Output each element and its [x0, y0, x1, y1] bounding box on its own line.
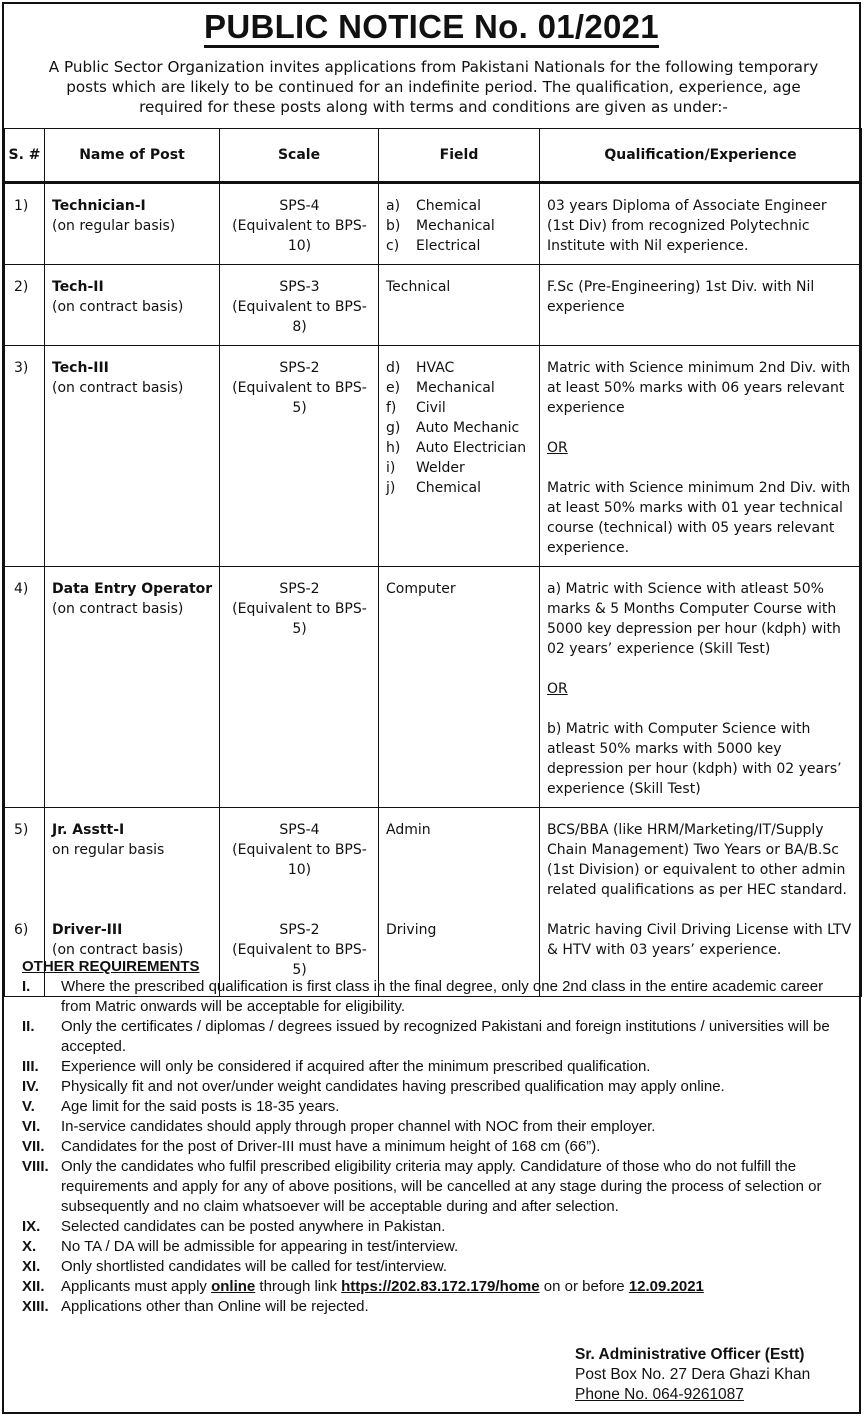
text-segment: on or before [539, 1278, 629, 1295]
field-item [386, 196, 533, 216]
requirement-text: Only the candidates who fulfil prescribed eligibility criteria may apply. Candidature of those who do not fulfill the requirements and apply for any of above positions, will be cancelled at any stage during the process of selection or subsequently and no claim whatsoever will be acceptable during and after selection. [61, 1158, 822, 1215]
header-qualification: Qualification/Experience [540, 129, 862, 183]
field-name: Chemical [416, 198, 481, 214]
requirement-text: No TA / DA will be admissible for appearing in test/interview. [61, 1238, 459, 1255]
requirement-text: In-service candidates should apply through proper channel with NOC from their employer. [61, 1118, 656, 1135]
field-name: HVAC [416, 360, 455, 376]
requirement-item [22, 1217, 852, 1237]
row-field [379, 808, 540, 919]
requirement-number: IX. [22, 1218, 41, 1235]
notice-title: PUBLIC NOTICE No. 01/2021 [4, 8, 859, 46]
field-item [386, 378, 533, 398]
row-sno: 2) [5, 265, 45, 346]
scale-equivalent: (Equivalent to BPS-10) [232, 842, 367, 878]
requirement-number: VIII. [22, 1158, 49, 1175]
row-scale [220, 808, 379, 919]
field-name: Mechanical [416, 380, 495, 396]
field-name: Welder [416, 460, 465, 476]
text-segment: through link [255, 1278, 342, 1295]
qualification-text: BCS/BBA (like HRM/Marketing/IT/Supply Chain Management) Two Years or BA/B.Sc (1st Division) or equivalent to other admin related qualifications as per HEC standard. [547, 822, 847, 898]
requirement-text: Selected candidates can be posted anywhere in Pakistan. [61, 1218, 446, 1235]
post-basis: on regular basis [52, 842, 165, 858]
field-item [386, 236, 533, 256]
post-title: Jr. Asstt-I [52, 822, 125, 838]
row-post-name [45, 346, 220, 567]
field-letter: e) [386, 380, 401, 396]
requirement-number: VII. [22, 1138, 45, 1155]
field-item [386, 216, 533, 236]
requirements-list [22, 977, 852, 1317]
other-requirements [22, 957, 852, 1317]
requirement-number: II. [22, 1018, 35, 1035]
requirement-item [22, 977, 852, 1017]
field-letter: d) [386, 360, 401, 376]
requirement-text: Age limit for the said posts is 18-35 years. [61, 1098, 340, 1115]
requirement-item [22, 1237, 852, 1257]
row-scale [220, 567, 379, 808]
signatory-title: Sr. Administrative Officer (Estt) [575, 1346, 805, 1363]
qualification-text: F.Sc (Pre-Engineering) 1st Div. with Nil experience [547, 279, 815, 315]
field-letter: g) [386, 420, 401, 436]
field-letter: c) [386, 238, 400, 254]
signatory-address: Post Box No. 27 Dera Ghazi Khan [575, 1366, 811, 1383]
field-name: Auto Electrician [416, 440, 527, 456]
field-letter: b) [386, 218, 401, 234]
field-name: Mechanical [416, 218, 495, 234]
qualification-text: a) Matric with Science with atleast 50% marks & 5 Months Computer Course with 5000 key depression per hour (kdph) with 02 years’ experience (Skill Test) [547, 581, 841, 657]
row-sno: 5) [5, 808, 45, 919]
requirement-item [22, 1057, 852, 1077]
scale-equivalent: (Equivalent to BPS-5) [232, 601, 367, 637]
post-basis: (on contract basis) [52, 601, 184, 617]
field-name: Auto Mechanic [416, 420, 520, 436]
signature-block [575, 1345, 810, 1405]
scale-value: SPS-3 [279, 279, 320, 295]
post-title: Tech-III [52, 360, 109, 376]
requirement-item [22, 1157, 852, 1217]
row-sno: 1) [5, 183, 45, 265]
public-notice [2, 2, 861, 1414]
table-row [5, 346, 862, 567]
qualification-text: 03 years Diploma of Associate Engineer (1st Div) from recognized Polytechnic Institute with Nil experience. [547, 198, 827, 254]
scale-value: SPS-2 [279, 360, 320, 376]
row-qualification [540, 346, 862, 567]
post-basis: (on contract basis) [52, 942, 184, 958]
field-item [386, 418, 533, 438]
requirement-text: Only shortlisted candidates will be called for test/interview. [61, 1258, 448, 1275]
field-name: Driving [386, 922, 437, 938]
row-field [379, 265, 540, 346]
requirement-number: XIII. [22, 1298, 49, 1315]
row-post-name [45, 567, 220, 808]
row-field [379, 567, 540, 808]
scale-value: SPS-4 [279, 822, 320, 838]
field-item [386, 458, 533, 478]
field-item [386, 358, 533, 378]
field-letter: j) [386, 480, 396, 496]
requirement-item [22, 1277, 852, 1297]
row-post-name [45, 265, 220, 346]
table-row [5, 183, 862, 265]
signatory-phone: Phone No. 064-9261087 [575, 1386, 744, 1403]
table-row [5, 265, 862, 346]
table-row [5, 567, 862, 808]
row-qualification [540, 183, 862, 265]
requirement-number: XI. [22, 1258, 41, 1275]
or-separator: OR [547, 681, 568, 697]
posts-table [4, 128, 862, 997]
requirement-item [22, 1137, 852, 1157]
post-title: Data Entry Operator [52, 581, 213, 597]
field-letter: f) [386, 400, 397, 416]
scale-value: SPS-2 [279, 922, 320, 938]
text-segment: Applicants must apply [61, 1278, 212, 1295]
requirement-text: Where the prescribed qualification is first class in the final degree, only one 2nd class in the entire academic career from Matric onwards will be acceptable for eligibility. [61, 978, 824, 1015]
scale-equivalent: (Equivalent to BPS-5) [232, 942, 367, 978]
row-post-name [45, 183, 220, 265]
requirements-heading: OTHER REQUIREMENTS [22, 958, 200, 975]
requirement-number: III. [22, 1058, 39, 1075]
requirement-text: Only the certificates / diplomas / degrees issued by recognized Pakistani and foreign institutions / universities will be accepted. [61, 1018, 830, 1055]
requirement-text [61, 1277, 852, 1297]
post-basis: (on regular basis) [52, 218, 176, 234]
field-name: Chemical [416, 480, 481, 496]
requirement-text: Candidates for the post of Driver-III must have a minimum height of 168 cm (66”). [61, 1138, 601, 1155]
row-post-name [45, 808, 220, 919]
field-item [386, 478, 533, 498]
deadline-date: 12.09.2021 [628, 1278, 704, 1295]
online-emphasis: online [211, 1278, 256, 1295]
requirement-number: V. [22, 1098, 35, 1115]
requirement-number: I. [22, 978, 31, 995]
post-basis: (on contract basis) [52, 380, 184, 396]
row-scale [220, 346, 379, 567]
scale-equivalent: (Equivalent to BPS-8) [232, 299, 367, 335]
row-sno: 3) [5, 346, 45, 567]
scale-equivalent: (Equivalent to BPS-5) [232, 380, 367, 416]
requirement-number: X. [22, 1238, 37, 1255]
requirement-text: Experience will only be considered if acquired after the minimum prescribed qualification. [61, 1058, 651, 1075]
requirement-text: Physically fit and not over/under weight candidates having prescribed qualification may apply online. [61, 1078, 725, 1095]
table-row [5, 808, 862, 919]
header-scale: Scale [220, 129, 379, 183]
header-name: Name of Post [45, 129, 220, 183]
intro-paragraph: A Public Sector Organization invites applications from Pakistani Nationals for the following temporary posts which are likely to be continued for an indefinite period. The qualification, experience, age required for these posts along with terms and conditions are given as under:- [48, 58, 819, 116]
requirement-item [22, 1017, 852, 1057]
row-sno: 6) [5, 918, 45, 997]
requirement-number: VI. [22, 1118, 41, 1135]
row-scale [220, 183, 379, 265]
post-title: Technician-I [52, 198, 146, 214]
requirement-item [22, 1297, 852, 1317]
post-title: Tech-II [52, 279, 104, 295]
row-field [379, 346, 540, 567]
requirement-item [22, 1097, 852, 1117]
row-qualification [540, 808, 862, 919]
application-link[interactable]: https://202.83.172.179/home [341, 1278, 540, 1295]
requirement-item [22, 1257, 852, 1277]
requirement-number: IV. [22, 1078, 39, 1095]
field-item [386, 438, 533, 458]
field-name: Civil [416, 400, 446, 416]
post-basis: (on contract basis) [52, 299, 184, 315]
row-scale [220, 265, 379, 346]
requirement-item [22, 1117, 852, 1137]
header-field: Field [379, 129, 540, 183]
row-field [379, 183, 540, 265]
header-sno: S. # [5, 129, 45, 183]
field-name: Technical [386, 279, 451, 295]
field-name: Admin [386, 822, 431, 838]
field-letter: h) [386, 440, 401, 456]
row-sno: 4) [5, 567, 45, 808]
field-letter: a) [386, 198, 401, 214]
qualification-text: Matric with Science minimum 2nd Div. with at least 50% marks with 01 year technical course (technical) with 05 years relevant experience. [547, 480, 851, 556]
row-qualification [540, 265, 862, 346]
requirement-number: XII. [22, 1278, 45, 1295]
field-item [386, 398, 533, 418]
qualification-text: Matric having Civil Driving License with LTV & HTV with 03 years’ experience. [547, 922, 852, 958]
scale-equivalent: (Equivalent to BPS-10) [232, 218, 367, 254]
or-separator: OR [547, 440, 568, 456]
scale-value: SPS-2 [279, 581, 320, 597]
field-name: Computer [386, 581, 456, 597]
requirement-item [22, 1077, 852, 1097]
table-header-row [5, 129, 862, 183]
qualification-text: b) Matric with Computer Science with atleast 50% marks with 5000 key depression per hour (kdph) with 02 years’ experience (Skill Test) [547, 721, 842, 797]
scale-value: SPS-4 [279, 198, 320, 214]
qualification-text: Matric with Science minimum 2nd Div. with at least 50% marks with 06 years relevant experience [547, 360, 851, 416]
requirement-text: Applications other than Online will be rejected. [61, 1298, 369, 1315]
field-name: Electrical [416, 238, 481, 254]
post-title: Driver-III [52, 922, 123, 938]
field-letter: i) [386, 460, 396, 476]
row-qualification [540, 567, 862, 808]
